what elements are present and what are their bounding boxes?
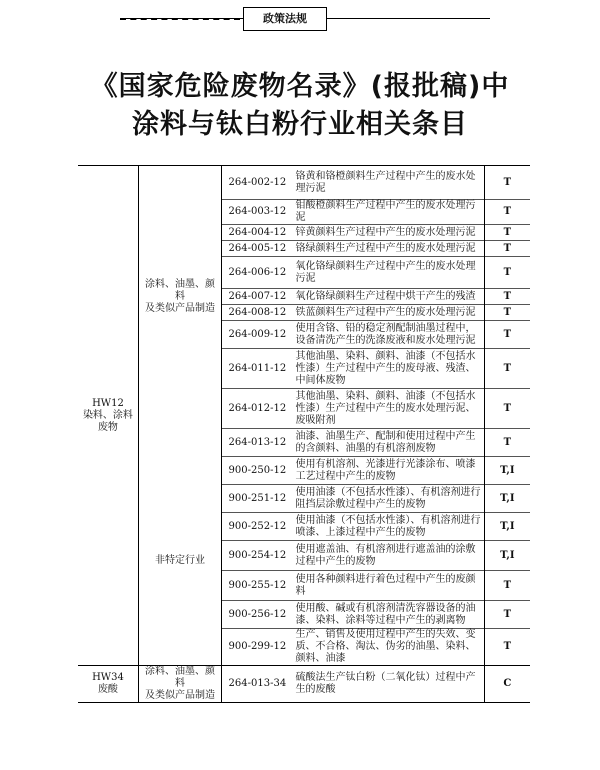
waste-description: 其他油墨、染料、颜料、油漆（不包括水性漆）生产过程中产生的废水处理污泥、废吸附剂 [293,389,485,429]
industry-cell-paint-cont [138,429,221,457]
waste-description: 铬黄和铬橙颜料生产过程中产生的废水处理污泥 [293,166,485,200]
waste-description: 使用各种颜料进行着色过程中产生的废颜料 [293,571,485,601]
hazard-characteristic: T [484,241,530,257]
waste-description: 使用有机溶剂、光漆进行光漆涂布、喷漆工艺过程中产生的废物 [293,457,485,485]
waste-code: 264-004-12 [222,225,293,241]
hazard-characteristic: T [484,629,530,666]
hazard-characteristic: C [484,666,530,703]
hazard-characteristic: T [484,389,530,429]
waste-description: 氧化铬绿颜料生产过程中产生的废水处理污泥 [293,257,485,289]
hazard-characteristic: T [484,166,530,200]
page-title-line-1: 《国家危险废物名录》(报批稿)中 [90,71,510,102]
waste-code: 900-299-12 [222,629,293,666]
industry-cell-paint: 涂料、油墨、颜料 及类似产品制造 [138,166,221,429]
waste-description: 使用酸、碱或有机溶剂清洗容器设备的油漆、染料、涂料等过程中产生的剥离物 [293,601,485,629]
waste-code: 264-013-12 [222,429,293,457]
category-cell-hw34: HW34 废酸 [78,666,138,703]
hazard-characteristic: T,I [484,485,530,513]
waste-code: 264-009-12 [222,321,293,349]
waste-description: 钼酸橙颜料生产过程中产生的废水处理污泥 [293,200,485,225]
waste-code: 900-252-12 [222,513,293,541]
hazard-characteristic: T [484,225,530,241]
waste-description: 使用含铬、铅的稳定剂配制油墨过程中，设备清洗产生的洗涤废液和废水处理污泥 [293,321,485,349]
waste-code: 264-013-34 [222,666,293,703]
hazard-characteristic: T [484,321,530,349]
waste-code: 900-256-12 [222,601,293,629]
hazard-characteristic: T [484,601,530,629]
section-label: 政策法规 [243,7,327,31]
waste-catalog-table [78,165,530,703]
hazard-characteristic: T [484,571,530,601]
waste-description: 铁蓝颜料生产过程中产生的废水处理污泥 [293,305,485,321]
waste-description: 使用油漆（不包括水性漆）、有机溶剂进行阻挡层涂敷过程中产生的废物 [293,485,485,513]
waste-code: 900-251-12 [222,485,293,513]
waste-code: 264-007-12 [222,289,293,305]
waste-code: 900-250-12 [222,457,293,485]
table-row [78,166,530,200]
waste-code: 264-006-12 [222,257,293,289]
hazard-characteristic: T [484,429,530,457]
waste-description: 生产、销售及使用过程中产生的失效、变质、不合格、淘汰、伪劣的油墨、染料、颜料、油漆 [293,629,485,666]
hazard-characteristic: T [484,257,530,289]
hazard-characteristic: T [484,200,530,225]
waste-code: 264-003-12 [222,200,293,225]
hazard-characteristic: T [484,289,530,305]
waste-code: 900-255-12 [222,571,293,601]
table-row [78,666,530,703]
waste-description: 使用油漆（不包括水性漆）、有机溶剂进行喷漆、上漆过程中产生的废物 [293,513,485,541]
waste-code: 264-002-12 [222,166,293,200]
waste-description: 其他油墨、染料、颜料、油漆（不包括水性漆）生产过程中产生的废母液、残渣、中间体废物 [293,349,485,389]
waste-description: 氧化铬绿颜料生产过程中烘干产生的残渣 [293,289,485,305]
hazard-characteristic: T [484,349,530,389]
waste-description: 使用遮盖油、有机溶剂进行遮盖油的涂敷过程中产生的废物 [293,541,485,571]
hazard-characteristic: T,I [484,457,530,485]
industry-cell-hw34: 涂料、油墨、颜料 及类似产品制造 [138,666,221,703]
hazard-characteristic: T,I [484,541,530,571]
industry-cell-nonspecific: 非特定行业 [138,457,221,666]
table-row [78,457,530,485]
waste-code: 264-012-12 [222,389,293,429]
page-title-line-2: 涂料与钛白粉行业相关条目 [132,109,468,140]
waste-description: 锌黄颜料生产过程中产生的废水处理污泥 [293,225,485,241]
waste-description: 铬绿颜料生产过程中产生的废水处理污泥 [293,241,485,257]
table-row [78,429,530,457]
waste-code: 900-254-12 [222,541,293,571]
hazard-characteristic: T [484,305,530,321]
waste-code: 264-008-12 [222,305,293,321]
category-cell-hw12: HW12 染料、涂料废物 [78,166,138,666]
waste-description: 硫酸法生产钛白粉（二氧化钛）过程中产生的废酸 [293,666,485,703]
waste-description: 油漆、油墨生产、配制和使用过程中产生的含颜料、油墨的有机溶剂废物 [293,429,485,457]
hazard-characteristic: T,I [484,513,530,541]
waste-code: 264-005-12 [222,241,293,257]
waste-code: 264-011-12 [222,349,293,389]
